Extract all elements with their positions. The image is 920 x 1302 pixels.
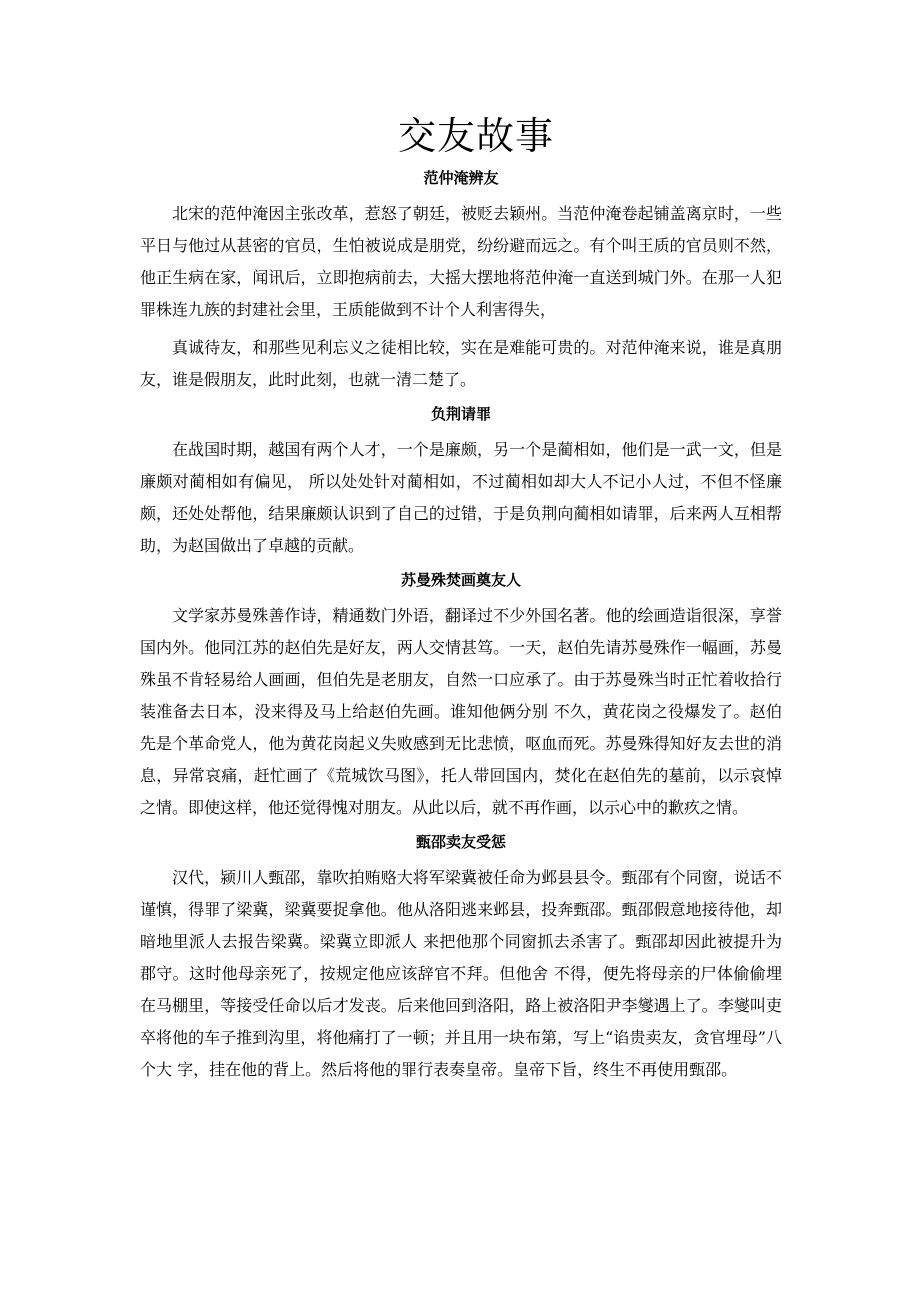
section-heading: 负荆请罪 (430, 405, 491, 423)
section-heading: 范仲淹辨友 (423, 169, 499, 187)
document-page (140, 108, 782, 1092)
section-fu-jing-qing-zui (140, 402, 782, 562)
section-fan-zhongyan (140, 166, 782, 396)
section-zhen-shao (140, 830, 782, 1086)
paragraph: 真诚待友，和那些见利忘义之徒相比较，实在是难能可贵的。对范仲淹来说，谁是真朋友，谁是假朋友，此时此刻，也就一清二楚了。 (140, 338, 782, 389)
paragraph: 北宋的范仲淹因主张改革，惹怒了朝廷，被贬去颖州。当范仲淹卷起铺盖离京时，一些平日与他过从甚密的官员，生怕被说成是朋党，纷纷避而远之。有个叫王质的官员则不然，他正生病在家，闻讯后，立即抱病前去，大摇大摆地将范仲淹一直送到城门外。在那一人犯罪株连九族的封建社会里，王质能做到不计个人利害得失， (140, 204, 782, 319)
paragraph: 汉代，颍川人甄邵，靠吹拍贿赂大将军梁冀被任命为邺县县令。甄邵有个同窗，说话不谨慎，得罪了梁冀，梁冀要捉拿他。他从洛阳逃来邺县，投奔甄邵。甄邵假意地接待他，却暗地里派人去报告梁冀。梁冀立即派人 来把他那个同窗抓去杀害了。甄邵却因此被提升为郡守。这时他母亲死了，按规定他应该辞官不拜。但他舍 不得，便先将母亲的尸体偷偷埋在马棚里，等接受任命以后才发丧。后来他回到洛阳，路上被洛阳尹李燮遇上了。李燮叫吏卒将他的车子推到沟里，将他痛打了一顿；并且用一块布第，写上“谄贵卖友，贪官埋母”八个大 字，挂在他的背上。然后将他的罪行表奏皇帝。皇帝下旨，终生不再使用甄邵。 (140, 868, 782, 1079)
section-heading: 苏曼殊焚画奠友人 (400, 571, 521, 589)
paragraph: 在战国时期，越国有两个人才，一个是廉颇，另一个是蔺相如，他们是一武一文，但是廉颇对蔺相如有偏见， 所以处处针对蔺相如，不过蔺相如却大人不记小人过，不但不怪廉颇，还处处帮他，结果廉颇认识到了自己的过错，于是负荆向蔺相如请罪，后来两人互相帮助，为赵国做出了卓越的贡献。 (140, 440, 782, 555)
paragraph: 文学家苏曼殊善作诗，精通数门外语，翻译过不少外国名著。他的绘画造诣很深，享誉国内外。他同江苏的赵伯先是好友，两人交情甚笃。一天，赵伯先请苏曼殊作一幅画，苏曼殊虽不肯轻易给人画画，但伯先是老朋友，自然一口应承了。由于苏曼殊当时正忙着收拾行装准备去日本，没来得及马上给赵伯先画。谁知他俩分别 不久，黄花岗之役爆发了。赵伯先是个革命党人，他为黄花岗起义失败感到无比悲愤，呕血而死。苏曼殊得知好友去世的消息，异常哀痛，赶忙画了《荒城饮马图》，托人带回国内，焚化在赵伯先的墓前，以示哀悼之情。即使这样，他还觉得愧对朋友。从此以后，就不再作画，以示心中的歉疚之情。 (140, 606, 782, 817)
section-heading: 甄邵卖友受惩 (415, 833, 506, 851)
document-title: 交友故事 (397, 114, 554, 158)
section-su-manshu (140, 568, 782, 824)
